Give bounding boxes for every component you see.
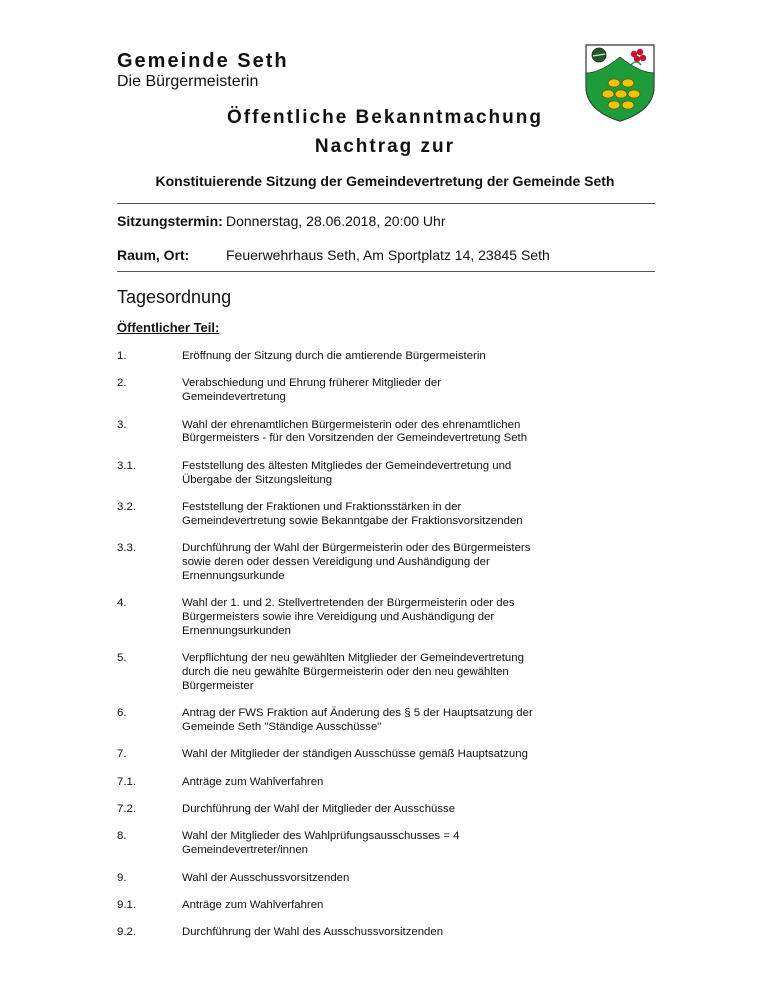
agenda-item-number: 6. (117, 707, 127, 720)
agenda-item (117, 803, 657, 817)
agenda-item-text: Antrag der FWS Fraktion auf Änderung des § 5 der Hauptsatzung der Gemeinde Seth "Ständige Ausschüsse" (182, 707, 533, 733)
agenda-item (117, 776, 657, 790)
divider-bottom (117, 271, 655, 272)
agenda-item (117, 377, 657, 405)
agenda-item-number: 4. (117, 597, 127, 610)
agenda-item-text: Wahl der ehrenamtlichen Bürgermeisterin oder des ehrenamtlichen Bürgermeisters - für den Vorsitzenden der Gemeindevertretung Seth (182, 418, 528, 445)
agenda-list (117, 350, 657, 954)
agenda-item-number: 8. (117, 830, 127, 843)
agenda-item-text: Wahl der Mitglieder der ständigen Ausschüsse gemäß Hauptsatzung (182, 748, 528, 761)
agenda-item-text: Wahl der 1. und 2. Stellvertretenden der Bürgermeisterin oder des Bürgermeisters sowie ihre Vereidigung und Aushändigung der Ernennungsurkunden (182, 597, 515, 637)
agenda-item (117, 542, 657, 583)
meeting-place-label: Raum, Ort: (117, 247, 190, 263)
meeting-date-label: Sitzungstermin: (117, 213, 223, 229)
agenda-item (117, 830, 657, 858)
agenda-item-number: 9. (117, 871, 127, 884)
agenda-item-text: Eröffnung der Sitzung durch die amtierende Bürgermeisterin (182, 350, 486, 362)
meeting-date-value: Donnerstag, 28.06.2018, 20:00 Uhr (226, 213, 446, 229)
agenda-item (117, 748, 657, 762)
agenda-item-text: Feststellung des ältesten Mitgliedes der Gemeindevertretung und Übergabe der Sitzungsleitung (182, 459, 512, 486)
agenda-item-number: 3.1. (117, 459, 136, 472)
agenda-item-number: 9.2. (117, 926, 136, 939)
agenda-item (117, 707, 657, 735)
agenda-item-text: Feststellung der Fraktionen und Fraktionsstärken in der Gemeindevertretung sowie Bekanntgabe der Fraktionsvorsitzenden (182, 500, 523, 527)
agenda-item-text: Durchführung der Wahl des Ausschussvorsitzenden (182, 926, 444, 939)
agenda-item (117, 460, 657, 488)
agenda-item-text: Verpflichtung der neu gewählten Mitglieder der Gemeindevertretung durch die neu gewählte Bürgermeisterin oder den neu gewählten Bürgermeister (182, 652, 524, 692)
agenda-item (117, 652, 657, 693)
agenda-item (117, 350, 657, 364)
agenda-item-text: Durchführung der Wahl der Bürgermeisterin oder des Bürgermeisters sowie deren oder dessen Vereidigung und Aushändigung der Ernennungsurkunde (182, 542, 531, 582)
agenda-item (117, 597, 657, 638)
agenda-item-number: 2. (117, 377, 127, 390)
agenda-item-text: Wahl der Ausschussvorsitzenden (182, 871, 350, 884)
agenda-item-number: 5. (117, 652, 127, 665)
meeting-place-value: Feuerwehrhaus Seth, Am Sportplatz 14, 23845 Seth (226, 247, 550, 263)
meeting-name: Konstituierende Sitzung der Gemeindevertretung der Gemeinde Seth (155, 173, 615, 189)
organization-name: Gemeinde Seth (117, 50, 289, 72)
agenda-item-number: 3. (117, 418, 127, 431)
agenda-item (117, 419, 657, 447)
notice-subtitle: Nachtrag zur (314, 136, 456, 157)
agenda-item-text: Wahl der Mitglieder des Wahlprüfungsausschusses = 4 Gemeindevertreter/innen (182, 830, 460, 857)
agenda-item (117, 926, 657, 940)
agenda-item-text: Verabschiedung und Ehrung früherer Mitglieder der Gemeindevertretung (182, 377, 441, 404)
agenda-item-text: Durchführung der Wahl der Mitglieder der Ausschüsse (182, 803, 456, 816)
divider-top (117, 203, 655, 204)
agenda-item-number: 1. (117, 350, 127, 362)
agenda-item-number: 3.2. (117, 500, 136, 513)
agenda-item-number: 9.1. (117, 899, 136, 912)
agenda-item-number: 7.1. (117, 775, 136, 788)
agenda-item-number: 7.2. (117, 803, 136, 816)
agenda-item-number: 3.3. (117, 542, 136, 555)
agenda-title: Tagesordnung (117, 287, 232, 307)
agenda-item (117, 501, 657, 529)
agenda-item-text: Anträge zum Wahlverfahren (182, 899, 324, 912)
agenda-section-title: Öffentlicher Teil: (117, 320, 220, 335)
agenda-item (117, 872, 657, 886)
notice-title: Öffentliche Bekanntmachung (227, 107, 543, 128)
agenda-item-number: 7. (117, 748, 127, 761)
agenda-item (117, 899, 657, 913)
organization-role: Die Bürgermeisterin (117, 73, 259, 90)
agenda-item-text: Anträge zum Wahlverfahren (182, 775, 324, 788)
